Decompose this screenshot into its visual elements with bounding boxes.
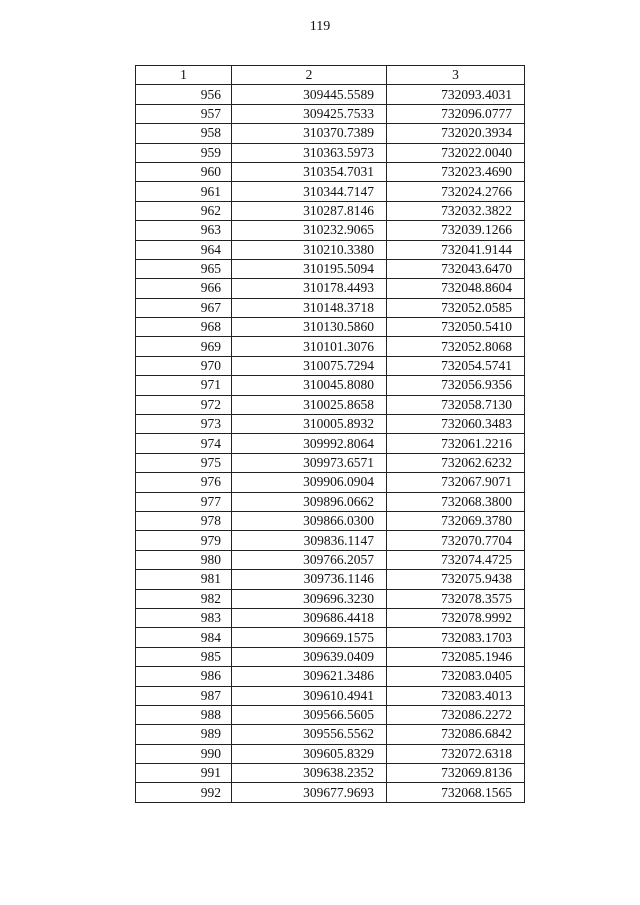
y-coordinate-cell: 732086.2272: [387, 705, 525, 724]
y-coordinate-cell: 732050.5410: [387, 318, 525, 337]
table-row: [136, 259, 525, 278]
y-coordinate-cell: 732069.8136: [387, 764, 525, 783]
table-row: [136, 104, 525, 123]
point-number-cell: 968: [136, 318, 232, 337]
x-coordinate-cell: 309866.0300: [232, 511, 387, 530]
table-row: [136, 376, 525, 395]
x-coordinate-cell: 309425.7533: [232, 104, 387, 123]
table-header: [136, 66, 525, 85]
x-coordinate-cell: 309766.2057: [232, 550, 387, 569]
y-coordinate-cell: 732061.2216: [387, 434, 525, 453]
point-number-cell: 963: [136, 221, 232, 240]
table-row: [136, 221, 525, 240]
page-number: 119: [309, 19, 331, 34]
point-number-cell: 986: [136, 667, 232, 686]
header-col-1: 1: [136, 66, 232, 85]
x-coordinate-cell: 309445.5589: [232, 85, 387, 104]
x-coordinate-cell: 309896.0662: [232, 492, 387, 511]
table-row: [136, 162, 525, 181]
point-number-cell: 959: [136, 143, 232, 162]
point-number-cell: 958: [136, 124, 232, 143]
point-number-cell: 966: [136, 279, 232, 298]
table-row: [136, 434, 525, 453]
point-number-cell: 987: [136, 686, 232, 705]
x-coordinate-cell: 309566.5605: [232, 705, 387, 724]
table-row: [136, 531, 525, 550]
point-number-cell: 991: [136, 764, 232, 783]
y-coordinate-cell: 732022.0040: [387, 143, 525, 162]
table-row: [136, 725, 525, 744]
y-coordinate-cell: 732068.1565: [387, 783, 525, 802]
y-coordinate-cell: 732024.2766: [387, 182, 525, 201]
table-row: [136, 201, 525, 220]
point-number-cell: 973: [136, 415, 232, 434]
point-number-cell: 964: [136, 240, 232, 259]
y-coordinate-cell: 732069.3780: [387, 511, 525, 530]
x-coordinate-cell: 309669.1575: [232, 628, 387, 647]
point-number-cell: 977: [136, 492, 232, 511]
y-coordinate-cell: 732043.6470: [387, 259, 525, 278]
y-coordinate-cell: 732070.7704: [387, 531, 525, 550]
point-number-cell: 961: [136, 182, 232, 201]
y-coordinate-cell: 732078.3575: [387, 589, 525, 608]
table-row: [136, 337, 525, 356]
y-coordinate-cell: 732020.3934: [387, 124, 525, 143]
x-coordinate-cell: 309686.4418: [232, 608, 387, 627]
table-row: [136, 124, 525, 143]
x-coordinate-cell: 309610.4941: [232, 686, 387, 705]
y-coordinate-cell: 732060.3483: [387, 415, 525, 434]
table-row: [136, 240, 525, 259]
table-row: [136, 415, 525, 434]
x-coordinate-cell: 309973.6571: [232, 453, 387, 472]
point-number-cell: 975: [136, 453, 232, 472]
x-coordinate-cell: 310025.8658: [232, 395, 387, 414]
y-coordinate-cell: 732083.1703: [387, 628, 525, 647]
point-number-cell: 970: [136, 356, 232, 375]
point-number-cell: 983: [136, 608, 232, 627]
y-coordinate-cell: 732062.6232: [387, 453, 525, 472]
y-coordinate-cell: 732075.9438: [387, 570, 525, 589]
table-row: [136, 628, 525, 647]
point-number-cell: 992: [136, 783, 232, 802]
table-row: [136, 705, 525, 724]
x-coordinate-cell: 310195.5094: [232, 259, 387, 278]
table-row: [136, 589, 525, 608]
y-coordinate-cell: 732074.4725: [387, 550, 525, 569]
point-number-cell: 978: [136, 511, 232, 530]
y-coordinate-cell: 732052.8068: [387, 337, 525, 356]
point-number-cell: 988: [136, 705, 232, 724]
x-coordinate-cell: 309638.2352: [232, 764, 387, 783]
x-coordinate-cell: 309677.9693: [232, 783, 387, 802]
point-number-cell: 972: [136, 395, 232, 414]
x-coordinate-cell: 309836.1147: [232, 531, 387, 550]
x-coordinate-cell: 310370.7389: [232, 124, 387, 143]
y-coordinate-cell: 732054.5741: [387, 356, 525, 375]
y-coordinate-cell: 732086.6842: [387, 725, 525, 744]
x-coordinate-cell: 310178.4493: [232, 279, 387, 298]
table-row: [136, 686, 525, 705]
point-number-cell: 969: [136, 337, 232, 356]
y-coordinate-cell: 732072.6318: [387, 744, 525, 763]
table-row: [136, 453, 525, 472]
point-number-cell: 976: [136, 473, 232, 492]
table-row: [136, 783, 525, 802]
table-row: [136, 647, 525, 666]
y-coordinate-cell: 732083.0405: [387, 667, 525, 686]
table-row: [136, 395, 525, 414]
coordinates-table: [135, 65, 525, 803]
table-row: [136, 356, 525, 375]
point-number-cell: 985: [136, 647, 232, 666]
x-coordinate-cell: 309639.0409: [232, 647, 387, 666]
y-coordinate-cell: 732067.9071: [387, 473, 525, 492]
x-coordinate-cell: 310005.8932: [232, 415, 387, 434]
x-coordinate-cell: 310344.7147: [232, 182, 387, 201]
table-row: [136, 764, 525, 783]
table-row: [136, 182, 525, 201]
y-coordinate-cell: 732023.4690: [387, 162, 525, 181]
x-coordinate-cell: 310354.7031: [232, 162, 387, 181]
x-coordinate-cell: 310232.9065: [232, 221, 387, 240]
point-number-cell: 962: [136, 201, 232, 220]
table-row: [136, 318, 525, 337]
header-col-2: 2: [232, 66, 387, 85]
point-number-cell: 980: [136, 550, 232, 569]
y-coordinate-cell: 732093.4031: [387, 85, 525, 104]
y-coordinate-cell: 732058.7130: [387, 395, 525, 414]
x-coordinate-cell: 310045.8080: [232, 376, 387, 395]
x-coordinate-cell: 309556.5562: [232, 725, 387, 744]
x-coordinate-cell: 310148.3718: [232, 298, 387, 317]
table-row: [136, 744, 525, 763]
point-number-cell: 956: [136, 85, 232, 104]
point-number-cell: 982: [136, 589, 232, 608]
y-coordinate-cell: 732056.9356: [387, 376, 525, 395]
y-coordinate-cell: 732052.0585: [387, 298, 525, 317]
table-row: [136, 298, 525, 317]
y-coordinate-cell: 732032.3822: [387, 201, 525, 220]
x-coordinate-cell: 310075.7294: [232, 356, 387, 375]
point-number-cell: 965: [136, 259, 232, 278]
table-row: [136, 279, 525, 298]
y-coordinate-cell: 732078.9992: [387, 608, 525, 627]
y-coordinate-cell: 732085.1946: [387, 647, 525, 666]
table-row: [136, 492, 525, 511]
point-number-cell: 974: [136, 434, 232, 453]
point-number-cell: 957: [136, 104, 232, 123]
x-coordinate-cell: 310287.8146: [232, 201, 387, 220]
point-number-cell: 979: [136, 531, 232, 550]
header-row: [136, 66, 525, 85]
point-number-cell: 989: [136, 725, 232, 744]
table-row: [136, 511, 525, 530]
point-number-cell: 984: [136, 628, 232, 647]
table-row: [136, 608, 525, 627]
x-coordinate-cell: 310210.3380: [232, 240, 387, 259]
y-coordinate-cell: 732096.0777: [387, 104, 525, 123]
table-row: [136, 570, 525, 589]
x-coordinate-cell: 310130.5860: [232, 318, 387, 337]
point-number-cell: 967: [136, 298, 232, 317]
y-coordinate-cell: 732083.4013: [387, 686, 525, 705]
point-number-cell: 990: [136, 744, 232, 763]
table-row: [136, 667, 525, 686]
table-row: [136, 143, 525, 162]
x-coordinate-cell: 309992.8064: [232, 434, 387, 453]
point-number-cell: 981: [136, 570, 232, 589]
x-coordinate-cell: 309621.3486: [232, 667, 387, 686]
table-row: [136, 550, 525, 569]
y-coordinate-cell: 732039.1266: [387, 221, 525, 240]
x-coordinate-cell: 309736.1146: [232, 570, 387, 589]
x-coordinate-cell: 310101.3076: [232, 337, 387, 356]
y-coordinate-cell: 732068.3800: [387, 492, 525, 511]
table-body: [136, 85, 525, 802]
x-coordinate-cell: 309605.8329: [232, 744, 387, 763]
y-coordinate-cell: 732048.8604: [387, 279, 525, 298]
table-row: [136, 473, 525, 492]
header-col-3: 3: [387, 66, 525, 85]
x-coordinate-cell: 309906.0904: [232, 473, 387, 492]
table-row: [136, 85, 525, 104]
point-number-cell: 960: [136, 162, 232, 181]
x-coordinate-cell: 309696.3230: [232, 589, 387, 608]
point-number-cell: 971: [136, 376, 232, 395]
x-coordinate-cell: 310363.5973: [232, 143, 387, 162]
y-coordinate-cell: 732041.9144: [387, 240, 525, 259]
